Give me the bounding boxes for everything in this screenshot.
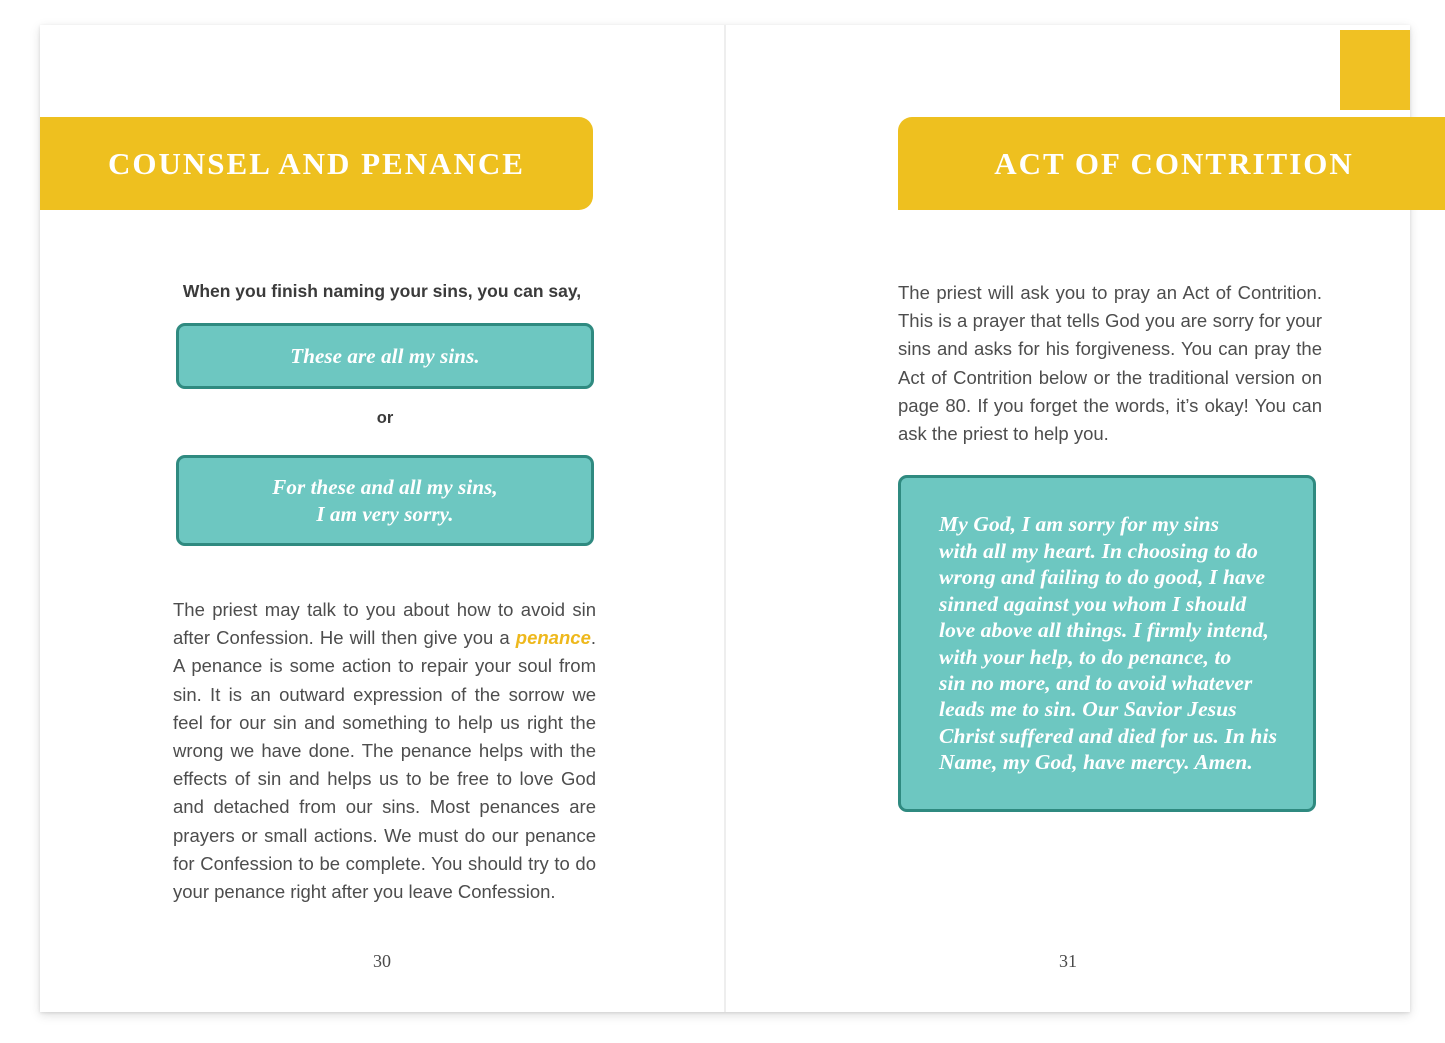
section-title-right: ACT OF CONTRITION: [994, 145, 1354, 181]
prayer-line: Name, my God, have mercy. Amen.: [939, 750, 1253, 775]
prayer-line: with your help, to do penance, to: [939, 644, 1232, 669]
section-banner-act-of-contrition: [898, 117, 1445, 210]
prayer-line: sin no more, and to avoid whatever: [939, 670, 1253, 695]
page-number-right: 31: [1059, 951, 1077, 971]
page-number-left: 30: [373, 951, 391, 971]
intro-line-left: When you finish naming your sins, you can say,: [182, 281, 582, 301]
body-paragraph-right: The priest will ask you to pray an Act of Contrition. This is a prayer that tells God you are sorry for your sins and asks for his forgiveness. You can pray the Act of Contrition below or the traditional version on page 80. If you forget the words, it’s okay! You can ask the priest to help you.: [898, 282, 1322, 445]
prayer-text: [901, 511, 1277, 775]
yellow-corner-tab-icon: [1340, 30, 1410, 110]
prayer-box-act-of-contrition: [898, 475, 1316, 812]
quote-box-for-these-and-all-my-sins: [176, 455, 594, 546]
right-page: [726, 25, 1410, 1012]
quote-text-two-line1: For these and all my sins,: [272, 474, 498, 499]
section-banner-counsel-and-penance: [40, 117, 593, 210]
paragraph-left-part2: . A penance is some action to repair your soul from sin. It is an outward expression of the sorrow we feel for our sin and something to help us right the wrong we have done. The penance helps with the effects of sin and helps us to be free to love God and detached from our sins. Most penances are prayers or small actions. We must do our penance for Confession to be complete. You should try to do your penance right after you leave Confession.: [173, 627, 596, 903]
body-paragraph-left: [173, 596, 596, 906]
quote-box-these-are-all-my-sins: [176, 323, 594, 389]
paragraph-left-part1: The priest may talk to you about how to avoid sin after Confession. He will then give you a: [173, 599, 596, 649]
prayer-line: Christ suffered and died for us. In his: [939, 723, 1278, 748]
prayer-line: with all my heart. In choosing to do: [939, 538, 1258, 563]
book-spread: [40, 25, 1410, 1012]
prayer-line: wrong and failing to do good, I have: [939, 565, 1266, 590]
quote-text-two-line2: I am very sorry.: [316, 501, 454, 526]
section-title-left: COUNSEL AND PENANCE: [108, 145, 525, 181]
highlighted-term-penance: penance: [515, 627, 591, 649]
or-separator-label: or: [376, 409, 394, 427]
prayer-line: sinned against you whom I should: [939, 591, 1247, 616]
prayer-line: leads me to sin. Our Savior Jesus: [939, 697, 1237, 722]
quote-text-two: [272, 474, 497, 528]
left-page: [40, 25, 724, 1012]
prayer-line: love above all things. I firmly intend,: [939, 618, 1269, 643]
prayer-line: My God, I am sorry for my sins: [939, 512, 1220, 537]
quote-text-one: These are all my sins.: [290, 343, 480, 368]
